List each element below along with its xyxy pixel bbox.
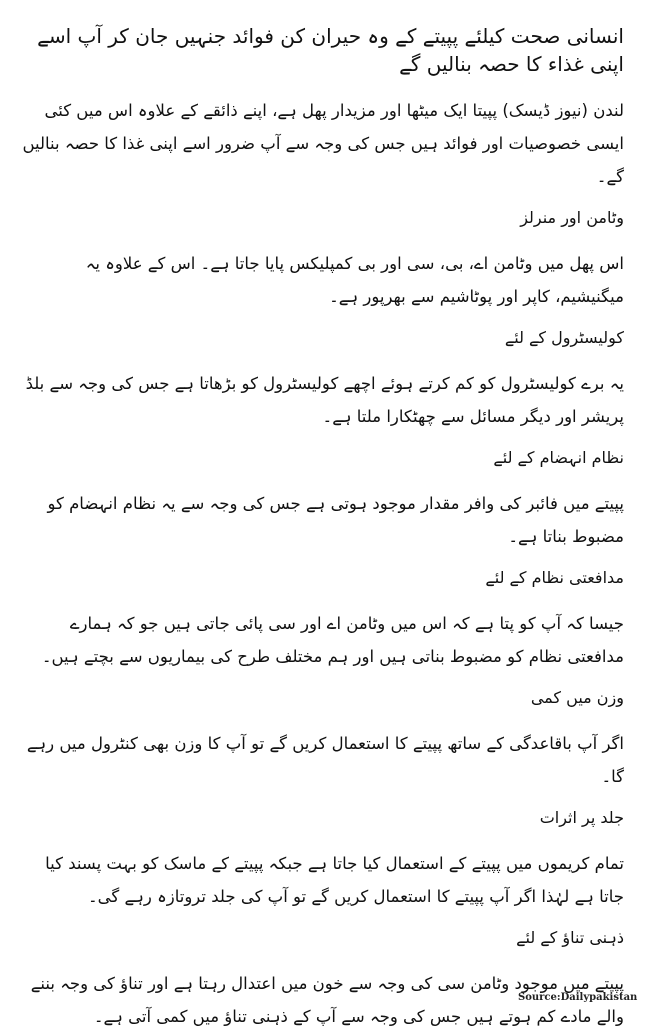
- section-heading-skin: جلد پر اثرات: [539, 808, 624, 827]
- article-title: انسانی صحت کیلئے پپیتے کے وہ حیران کن فوائد جنہیں جان کر آپ اسے اپنی غذاء کا حصہ بنالیں گے: [37, 24, 624, 76]
- section-heading-immunity: مدافعتی نظام کے لئے: [485, 568, 624, 587]
- section-body-cholesterol: یہ برے کولیسٹرول کو کم کرتے ہوئے اچھے کولیسٹرول کو بڑھاتا ہے جس کی وجہ سے بلڈ پریشر اور دیگر مسائل سے چھٹکارا ملتا ہے۔: [25, 374, 624, 426]
- section-heading-weight-loss: وزن میں کمی: [530, 688, 624, 707]
- section-body-weight-loss: اگر آپ باقاعدگی کے ساتھ پپیتے کا استعمال کریں گے تو آپ کا وزن بھی کنٹرول میں رہے گا۔: [26, 734, 624, 786]
- section-heading-cholesterol: کولیسٹرول کے لئے: [504, 328, 624, 347]
- section-body-immunity: جیسا کہ آپ کو پتا ہے کہ اس میں وٹامن اے اور سی پائی جاتی ہیں جو کہ ہمارے مدافعتی نظام کو مضبوط بناتی ہیں اور ہم مختلف طرح کی بیماریوں سے بچتے ہیں۔: [41, 614, 624, 666]
- section-body-stress: پپیتے میں موجود وٹامن سی کی وجہ سے خون میں اعتدال رہتا ہے اور تناؤ کی وجہ بننے والے مادے کم ہوتے ہیں جس کی وجہ سے آپ کے ذہنی تناؤ میں کمی آتی ہے۔: [30, 974, 624, 1026]
- source-credit: Source:Dailypakistan: [518, 992, 638, 1003]
- section-body-skin: تمام کریموں میں پپیتے کے استعمال کیا جاتا ہے جبکہ پپیتے کے ماسک کو بہت پسند کیا جاتا ہے لہٰذا اگر آپ پپیتے کا استعمال کریں گے تو آپ کی جلد تروتازہ رہے گی۔: [45, 854, 624, 906]
- article-intro: لندن (نیوز ڈیسک) پپیتا ایک میٹھا اور مزیدار پھل ہے، اپنے ذائقے کے علاوہ اس میں کئی ایسی خصوصیات اور فوائد ہیں جس کی وجہ سے آپ ضرور اسے اپنی غذا کا حصہ بنالیں گے۔: [22, 101, 624, 186]
- section-body-digestion: پپیتے میں فائبر کی وافر مقدار موجود ہوتی ہے جس کی وجہ سے یہ نظام انہضام کو مضبوط بناتا ہے۔: [47, 494, 624, 546]
- section-heading-digestion: نظام انہضام کے لئے: [493, 448, 624, 467]
- section-heading-vitamins: وٹامن اور منرلز: [520, 208, 624, 227]
- section-heading-stress: ذہنی تناؤ کے لئے: [516, 928, 624, 947]
- section-body-vitamins: اس پھل میں وٹامن اے، بی، سی اور بی کمپلیکس پایا جاتا ہے۔ اس کے علاوہ یہ میگنیشیم، کاپر اور پوٹاشیم سے بھرپور ہے۔: [85, 254, 624, 306]
